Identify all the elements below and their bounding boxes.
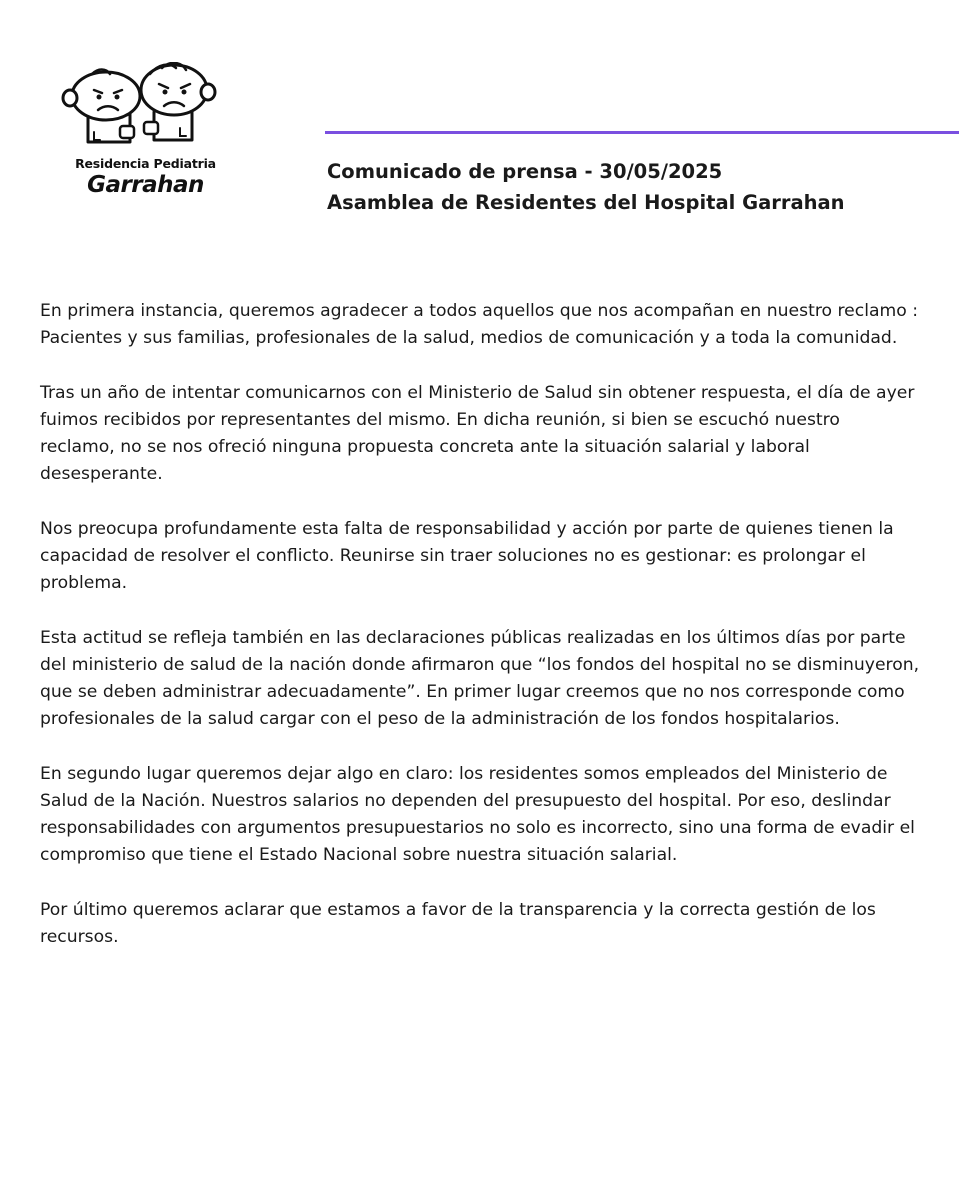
two-cartoon-children-icon [58, 62, 233, 157]
logo-brand-name: Garrahan [87, 172, 204, 198]
paragraph-5: En segundo lugar queremos dejar algo en claro: los residentes somos empleados del Ministerio de Salud de la Nación. Nuestros salarios no dependen del presupuesto del hospital. Por eso, deslindar responsabilidades con argumentos presupuestarios no solo es incorrecto, sino una forma de evadir el compromiso que tiene el Estado Nacional sobre nuestra situación salarial. [40, 764, 915, 865]
paragraph-3: Nos preocupa profundamente esta falta de responsabilidad y acción por parte de quienes tienen la capacidad de resolver el conflicto. Reunirse sin traer soluciones no es gestionar: es prolongar el problema. [40, 519, 894, 593]
paragraph-2: Tras un año de intentar comunicarnos con el Ministerio de Salud sin obtener respuesta, el día de ayer fuimos recibidos por representantes del mismo. En dicha reunión, si bien se escuchó nuestro reclamo, no se nos ofreció ninguna propuesta concreta ante la situación salarial y laboral desesperante. [40, 383, 915, 484]
header-divider [325, 131, 959, 134]
residency-logo [58, 62, 233, 207]
press-release-subtitle: Asamblea de Residentes del Hospital Garrahan [327, 191, 845, 214]
paragraph-6: Por último queremos aclarar que estamos a favor de la transparencia y la correcta gestión de los recursos. [40, 900, 876, 947]
logo-title-line: Residencia Pediatria [75, 156, 216, 171]
press-release-body [40, 298, 920, 979]
paragraph-4: Esta actitud se refleja también en las declaraciones públicas realizadas en los últimos días por parte del ministerio de salud de la nación donde afirmaron que “los fondos del hospital no se disminuyeron, que se deben administrar adecuadamente”. En primer lugar creemos que no nos corresponde como profesionales de la salud cargar con el peso de la administración de los fondos hospitalarios. [40, 628, 920, 729]
press-release-date-title: Comunicado de prensa - 30/05/2025 [327, 160, 723, 183]
paragraph-1: En primera instancia, queremos agradecer a todos aquellos que nos acompañan en nuestro reclamo : Pacientes y sus familias, profesionales de la salud, medios de comunicación y a toda la comunidad. [40, 301, 919, 348]
press-release-heading [327, 156, 845, 218]
